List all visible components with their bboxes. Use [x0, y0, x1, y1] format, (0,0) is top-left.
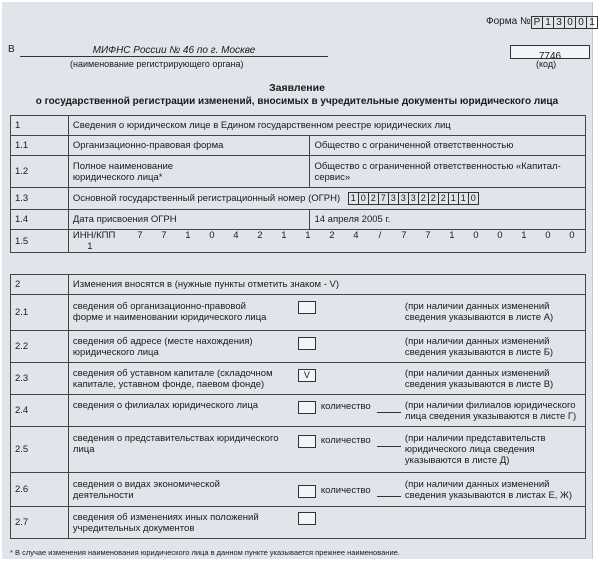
- inn-digit: 1: [305, 230, 311, 241]
- change-item: [68, 295, 585, 331]
- change-item: [68, 427, 585, 473]
- authority-value: МИФНС России № 46 по г. Москве: [92, 45, 256, 56]
- code-value: 7746: [538, 51, 562, 62]
- kpp-digit: 1: [449, 230, 455, 241]
- note-line: юридического лица сведения: [404, 443, 535, 455]
- authority-field: [20, 46, 328, 57]
- row-label: Основной государственный регистрационный номер (ОГРН): [72, 193, 341, 205]
- note-line: указываются в листе Д): [404, 454, 510, 466]
- ogrn-digit: 3: [398, 192, 409, 205]
- desc-line: лица: [72, 443, 95, 455]
- section2-header-row: [11, 275, 586, 295]
- change-checkbox[interactable]: [298, 485, 316, 498]
- note-line: (при наличии данных изменений: [404, 367, 550, 379]
- form-code-char: Р: [531, 16, 543, 29]
- form-code-char: 0: [575, 16, 587, 29]
- kpp-digit: 7: [425, 230, 431, 241]
- ogrn-digit: 1: [348, 192, 359, 205]
- desc-line: сведения об уставном капитале (складочном: [72, 367, 273, 379]
- section1-table: [10, 115, 586, 253]
- ogrn-digits[interactable]: [349, 192, 479, 205]
- row-number: 2.1: [11, 295, 69, 331]
- note-line: сведения указываются в листах Е, Ж): [404, 489, 572, 501]
- inn-digit: 4: [353, 230, 359, 241]
- change-note: [405, 336, 553, 358]
- note-line: сведения указываются в листе Б): [404, 346, 554, 358]
- row-2-6: [11, 473, 586, 507]
- full-name-value[interactable]: [310, 156, 586, 188]
- note-line: (при наличии филиалов юридического: [404, 399, 576, 411]
- change-checkbox[interactable]: [298, 401, 316, 414]
- to-prefix: В: [8, 44, 15, 55]
- inn-digit: 2: [257, 230, 263, 241]
- row-number: 2.5: [11, 427, 69, 473]
- ogrn-digit: 2: [418, 192, 429, 205]
- row-label: Дата присвоения ОГРН: [68, 210, 310, 230]
- change-item: [68, 395, 585, 427]
- note-line: (при наличии представительств: [404, 432, 546, 444]
- inn-digit: 1: [281, 230, 287, 241]
- change-desc: [73, 479, 298, 501]
- quantity-field[interactable]: [377, 401, 401, 413]
- change-desc: [73, 433, 298, 455]
- form-number-label: Форма №: [486, 16, 531, 27]
- kpp-digit: 0: [473, 230, 479, 241]
- inn-kpp-digits: [73, 230, 579, 252]
- change-desc: [73, 368, 298, 390]
- ogrn-digit: 1: [448, 192, 459, 205]
- change-desc: [73, 512, 298, 534]
- code-box: [510, 45, 590, 62]
- page-subtitle: о государственной регистрации изменений, вносимых в учредительные документы юридического лица: [35, 96, 559, 107]
- label-line: Полное наименование: [72, 160, 174, 172]
- row-number: 1.1: [11, 136, 69, 156]
- inn-digit: 0: [209, 230, 215, 241]
- code-caption: (код): [536, 59, 557, 69]
- form-code-char: 1: [542, 16, 554, 29]
- row-number: 2.3: [11, 363, 69, 395]
- label-line: юридического лица*: [72, 171, 163, 183]
- row-number: 2: [11, 275, 69, 295]
- row-number: 2.6: [11, 473, 69, 507]
- form-sheet: [2, 2, 593, 559]
- ogrn-date-value[interactable]: 14 апреля 2005 г.: [310, 210, 586, 230]
- ogrn-digit: 2: [428, 192, 439, 205]
- section2-heading: Изменения вносятся в (нужные пункты отметить знаком - V): [68, 275, 585, 295]
- ogrn-cell: [68, 188, 585, 210]
- desc-line: сведения об изменениях иных положений: [72, 511, 259, 523]
- row-label: Организационно-правовая форма: [68, 136, 310, 156]
- change-checkbox[interactable]: [298, 512, 316, 525]
- row-2-3: [11, 363, 586, 395]
- desc-line: капитале, уставном фонде, паевом фонде): [72, 378, 265, 390]
- desc-line: сведения о филиалах юридического лица: [72, 399, 259, 411]
- ogrn-digit: 3: [388, 192, 399, 205]
- change-desc: [73, 400, 298, 411]
- desc-line: учредительных документов: [72, 522, 195, 534]
- section1-header-row: [11, 116, 586, 136]
- change-desc: [73, 336, 298, 358]
- value-line: сервис»: [314, 171, 351, 183]
- row-2-4: [11, 395, 586, 427]
- desc-line: деятельности: [72, 489, 134, 501]
- ogrn-digit: 0: [358, 192, 369, 205]
- desc-line: сведения о представительствах юридического: [72, 432, 279, 444]
- change-checkbox[interactable]: [298, 435, 316, 448]
- inn-digit: 7: [161, 230, 167, 241]
- desc-line: сведения об организационно-правовой: [72, 300, 246, 312]
- kpp-digit: 0: [545, 230, 551, 241]
- kpp-digit: 7: [401, 230, 407, 241]
- quantity-label: количество: [320, 400, 371, 412]
- note-line: сведения указываются в листе В): [404, 378, 554, 390]
- authority-caption: (наименование регистрирующего органа): [70, 59, 244, 69]
- note-line: (при наличии данных изменений: [404, 478, 550, 490]
- inn-digit: 1: [185, 230, 191, 241]
- row-number: 1.2: [11, 156, 69, 188]
- row-2-7: [11, 507, 586, 539]
- footnote: * В случае изменения наименования юридического лица в данном пункте указывается прежнее наименование.: [10, 548, 400, 557]
- change-note: [405, 368, 553, 390]
- change-note: [405, 400, 576, 422]
- row-2-2: [11, 331, 586, 363]
- section2-table: [10, 274, 586, 539]
- form-code-char: 1: [586, 16, 598, 29]
- quantity-label: количество: [320, 484, 371, 496]
- desc-line: сведения об адресе (месте нахождения): [72, 335, 253, 347]
- row-number: 2.4: [11, 395, 69, 427]
- change-note: [405, 433, 546, 466]
- change-item: [68, 363, 585, 395]
- row-1-4: [11, 210, 586, 230]
- row-number: 2.2: [11, 331, 69, 363]
- desc-line: юридического лица: [72, 346, 159, 358]
- change-desc: [73, 301, 298, 323]
- kpp-digit: 0: [497, 230, 503, 241]
- desc-line: форме и наименовании юридического лица: [72, 311, 267, 323]
- note-line: (при наличии данных изменений: [404, 300, 550, 312]
- quantity-field[interactable]: [377, 435, 401, 447]
- row-number: 2.7: [11, 507, 69, 539]
- quantity-label: количество: [320, 434, 371, 446]
- change-note: [405, 479, 572, 501]
- row-2-5: [11, 427, 586, 473]
- change-item: [68, 473, 585, 507]
- inn-digit: 4: [233, 230, 239, 241]
- note-line: сведения указываются в листе А): [404, 311, 554, 323]
- row-label: ИНН/КПП: [72, 230, 116, 241]
- quantity-field[interactable]: [377, 485, 401, 497]
- ogrn-digit: 2: [438, 192, 449, 205]
- change-checkbox[interactable]: V: [298, 369, 316, 382]
- note-line: (при наличии данных изменений: [404, 335, 550, 347]
- row-1-1: [11, 136, 586, 156]
- change-checkbox[interactable]: [298, 337, 316, 350]
- row-label: [68, 156, 310, 188]
- page-title: Заявление: [269, 82, 325, 94]
- value-line: Общество с ограниченной ответственностью «Капитал-: [314, 160, 561, 172]
- ogrn-digit: 0: [468, 192, 479, 205]
- change-item: [68, 507, 585, 539]
- change-item: [68, 331, 585, 363]
- form-code-char: 3: [553, 16, 565, 29]
- ogrn-digit: 7: [378, 192, 389, 205]
- inn-kpp-cell[interactable]: [68, 230, 585, 253]
- section1-heading: Сведения о юридическом лице в Едином государственном реестре юридических лиц: [68, 116, 585, 136]
- row-number: 1.3: [11, 188, 69, 210]
- row-1-2: [11, 156, 586, 188]
- inn-digit: 2: [329, 230, 335, 241]
- inn-separator: /: [378, 230, 382, 241]
- change-checkbox[interactable]: [298, 301, 316, 314]
- ogrn-digit: 1: [458, 192, 469, 205]
- row-2-1: [11, 295, 586, 331]
- form-code-char: 0: [564, 16, 576, 29]
- kpp-digit: 1: [87, 241, 93, 252]
- inn-digit: 7: [137, 230, 143, 241]
- row-1-5: [11, 230, 586, 253]
- row-1-3: [11, 188, 586, 210]
- note-line: лица сведения указываются в листе Г): [404, 410, 577, 422]
- ogrn-digit: 3: [408, 192, 419, 205]
- row-number: 1.5: [11, 230, 69, 253]
- legal-form-value[interactable]: Общество с ограниченной ответственностью: [310, 136, 586, 156]
- row-number: 1: [11, 116, 69, 136]
- kpp-digit: 1: [521, 230, 527, 241]
- desc-line: сведения о видах экономической: [72, 478, 220, 490]
- form-code-boxes: [532, 16, 598, 29]
- kpp-digit: 0: [569, 230, 575, 241]
- ogrn-digit: 2: [368, 192, 379, 205]
- change-note: [405, 301, 553, 323]
- row-number: 1.4: [11, 210, 69, 230]
